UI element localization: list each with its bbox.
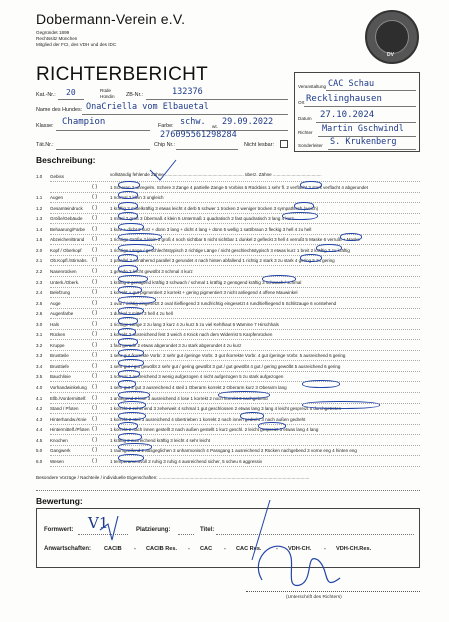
row-checkbox[interactable]: ( ): [92, 352, 98, 359]
row-number: 1.3: [36, 216, 43, 222]
pen-circle-mark: [118, 380, 136, 388]
row-options: 1 kräftig 2 genügend kräftig 3 schwach / schmal 1 kräftig 2 genügend kräftig 3 schwach / schmal: [110, 279, 302, 285]
row-options: 1 raumgreifend 2 ausgeglichen 3 unharmonisch 4 Passgang 1 ausreichend 2 Rücken nachgebend 3 vorne eng 4 hinten eng: [110, 448, 357, 454]
row-criterion: Auge: [50, 300, 61, 306]
pen-circle-mark: [118, 265, 138, 273]
row-options: 1 richtige Länge 2 zu lang 3 kurz 4 zu kurz 5 zu viel Kehlhaut 6 Wamme 7 Hirschhals: [110, 321, 279, 327]
pen-circle-mark: [118, 412, 146, 420]
row-number: 4.4: [36, 427, 43, 433]
row-checkbox[interactable]: ( ): [92, 341, 98, 348]
row-checkbox[interactable]: ( ): [92, 384, 98, 390]
row-checkbox[interactable]: ( ): [92, 362, 98, 369]
row-options: 1 korrekt 2 zehenend 3 zeherweit 4 schmal 1 gut geschlossen 2 etwas lang 3 lang 4 leicht gespreizt 5 durchgetreten: [110, 406, 342, 412]
farbe-label: Farbe:: [158, 123, 174, 129]
row-checkbox[interactable]: ( ): [92, 405, 98, 412]
row-criterion: Belefzung: [50, 290, 71, 296]
pen-circle-mark: [118, 422, 138, 430]
row-number: 3.1: [36, 332, 43, 338]
row-options: 1 kurz + dicht 2 kurz + dünn 3 lang + dicht 4 lang + dünn 5 wellig 1 satt/braun 2 fleckig 3 hell 4 zu hell: [110, 226, 312, 232]
row-criterion: Rücken: [50, 332, 66, 338]
row-checkbox[interactable]: ( ): [92, 373, 98, 380]
row-number: 6.0: [36, 458, 43, 464]
row-criterion: Gangwerk: [50, 448, 71, 454]
row-options: 1 anliegend 2 lose 3 ausreichend 4 lose 1 korrekt 2 noch korrekt 3 nachgebend: [110, 395, 268, 401]
row-criterion: Hals: [50, 321, 60, 327]
row-options: 1 mittel 2 groß 3 Übermaß 4 klein 5 Untermaß 1 quadratisch 2 fast quadratisch 3 lang 4 kurz: [110, 216, 294, 222]
club-info-seat: Rechtssitz München: [36, 36, 78, 41]
logo-text: DV: [387, 52, 394, 58]
pen-circle-mark: [118, 443, 152, 451]
pen-circle-mark: [118, 275, 148, 283]
wt-label: wt.: [212, 124, 218, 129]
row-options: 1 dunkel 2 mittel 3 hell 4 zu hell: [110, 311, 173, 317]
pen-circle-mark: [118, 233, 162, 241]
row-checkbox[interactable]: ( ): [92, 394, 98, 401]
name-label: Name des Hundes:: [36, 107, 83, 113]
row-criterion: Behaarung/Farbe: [50, 226, 86, 232]
row-options: 1 richtige Größe 2 klein 3 groß 4 noch sichtbar 5 nicht sichtbar 1 dunkel 2 gefleckt 3 hell 4 verrußt 5 Maske 6 verrußt + Maske: [110, 237, 360, 243]
pen-circle-mark: [218, 391, 270, 399]
row-options: 1 sehr gut / gut gewölbt 2 sehr gut / gering gewölbt 3 gut / gut gewölbt 4 gut / gering gewölbt 5 ausreichend 6 gering: [110, 363, 341, 369]
row-options: 1 sehr gut /korrekte Vorbr. 2 sehr gut /geringe Vorbr. 3 gut /korrekte Vorbr. 4 gut /geringe Vorbr. 5 ausreichend 6 gering: [110, 353, 346, 359]
row-checkbox[interactable]: ( ): [92, 246, 98, 253]
row-number: 4.1: [36, 395, 43, 401]
pen-circle-mark: [118, 317, 138, 325]
row-number: 4.5: [36, 437, 43, 443]
row-checkbox[interactable]: ( ): [92, 320, 98, 327]
row-criterion: Stand / Pfoten: [50, 406, 79, 412]
row-criterion: Gesamteindruck: [50, 205, 83, 211]
row-criterion: Kruppe: [50, 342, 65, 348]
pen-circle-mark: [240, 412, 264, 420]
row-criterion: Hinterhandw./Knie: [50, 416, 87, 422]
taet-label: Tät.Nr.:: [36, 142, 54, 148]
pen-circle-mark: [118, 328, 136, 336]
pen-circle-mark: [118, 338, 138, 346]
report-title: RICHTERBERICHT: [36, 64, 209, 85]
row-number: 2.6: [36, 311, 43, 317]
ort-label: Ort: [298, 100, 305, 105]
row-options: 1 normal 2 ausreichend 3 wenig aufgezogen 4 nicht aufgezogen 5 zu stark aufgezogen: [110, 374, 284, 380]
award-separator: -: [276, 546, 278, 552]
row-criterion: Ob.Kopfl./Stirnabs.: [50, 258, 88, 264]
pen-circle-mark: [118, 286, 142, 294]
row-number: 5.0: [36, 448, 43, 454]
formwert-strokes: [100, 516, 118, 540]
pen-circle-mark: [118, 454, 144, 462]
veranstaltung-value: CAC Schau: [328, 79, 375, 89]
pen-circle-mark: [118, 244, 154, 252]
zb-nr-value: 132376: [172, 87, 203, 97]
row-options: 1 korrekt 2 ausreichend fest 3 weich 4 Knick nach dem Widerrist 5 Karpfenrücken: [110, 332, 273, 338]
pen-circle-mark: [118, 391, 150, 399]
richter-label: Richter: [298, 130, 313, 135]
row-number: 2.3: [36, 279, 43, 285]
row-number: 1.4: [36, 226, 43, 232]
row-criterion: Brustteile: [50, 353, 69, 359]
datum-label: Datum: [298, 116, 312, 121]
award-option[interactable]: VDH-CH.Res.: [336, 546, 372, 552]
pen-circle-mark: [118, 307, 144, 315]
row-options: 1 gerade 2 leicht gewölbt 3 schmal 4 kurz: [110, 268, 193, 274]
row-checkbox[interactable]: ( ): [92, 436, 98, 443]
row-options: 1 korrekt 2 nach innen gestellt 3 nach außen gestellt 1 kurz geschl. 2 leicht gespreizt 3 etwas lang 4 lang: [110, 427, 319, 433]
row-criterion: Brusttiefe: [50, 363, 70, 369]
datum-value: 27.10.2024: [320, 110, 375, 120]
row-criterion: Abzeichen/Brand: [50, 237, 85, 243]
platzierung-label: Platzierung:: [136, 527, 171, 533]
signature-caption: (Unterschrift des Richters): [286, 595, 342, 600]
award-option[interactable]: VDH-CH.: [288, 546, 312, 552]
award-separator: -: [188, 546, 190, 552]
row-checkbox[interactable]: ( ): [92, 257, 98, 264]
row-checkbox[interactable]: ( ): [92, 278, 98, 285]
row-criterion: Vorhandwinkelung: [50, 385, 87, 390]
row-options: 1 kräftig 2 mittelkräftig 3 etwas leicht 4 derb 5 schwer 1 trocken 2 weniger trocken 3 sympathisch (weich): [110, 205, 319, 211]
special-notes-label: Besondere Vorzüge / Nachteile / individuelle Eigenschaften: ......................................................................................................................: [36, 475, 310, 480]
pen-circle-mark: [282, 212, 318, 220]
row-criterion: Nasenrücken: [50, 268, 77, 274]
signature-stroke: [252, 500, 270, 560]
row-checkbox[interactable]: ( ): [92, 225, 98, 232]
row-checkbox[interactable]: ( ): [92, 457, 98, 464]
chip-label: Chip Nr.:: [154, 142, 175, 148]
sex-rude: Rüde: [100, 88, 111, 93]
award-separator: -: [324, 546, 326, 552]
row-options: 1 korrekt 2 steil 3 ausreichend 4 übertrieben 1 korrekt 2 nach innen gedreht 3 nach außen gedreht: [110, 416, 306, 422]
chip-value: 276095561298284: [160, 130, 237, 140]
club-name: Dobermann-Verein e.V.: [36, 11, 186, 27]
row-criterion: Gebiss: [50, 174, 65, 179]
club-info-founded: Gegründet 1899: [36, 30, 70, 35]
row-criterion: Wesen: [50, 458, 64, 464]
row-checkbox[interactable]: ( ): [92, 236, 98, 243]
award-option[interactable]: CAC: [200, 546, 213, 552]
pen-circle-mark: [118, 191, 138, 199]
pen-circle-mark: [118, 254, 138, 262]
pen-circle-mark: [340, 233, 362, 241]
row-options: 1 richtige Länge / geschlechtstypisch 2 richtige Länge / nicht geschlechtstypisch 3 etwas kurz 1 breit 2 kräftig 3 zu kräftig: [110, 247, 350, 253]
pen-circle-mark: [118, 202, 138, 210]
row-options: 1 parallel 2 annähernd parallel 3 gerundet 4 nach hinten abfallend 1 richtig 2 stark 3 zu stark 4 gering 5 zu gering: [110, 258, 335, 264]
name-value: OnaCriella vom Elbauetal: [86, 102, 209, 112]
row-number: 1.5: [36, 237, 43, 243]
row-criterion: Unterk./Oberk.: [50, 279, 80, 285]
row-number: 2.0: [36, 247, 43, 253]
row-checkbox[interactable]: ( ): [92, 415, 98, 422]
row-number: 3.2: [36, 342, 43, 348]
signature-line: [246, 591, 420, 592]
judge-signature: [258, 546, 340, 585]
richter-value: Martin Gschwindl: [322, 124, 404, 134]
row-number: 2.5: [36, 300, 43, 306]
anwartschaften-label: Anwartschaften:: [44, 546, 92, 552]
pen-circle-mark: [118, 359, 144, 367]
row-checkbox[interactable]: ( ): [92, 447, 98, 454]
row-options: 1 fast gerade 2 etwas abgerundet 3 zu stark abgerundet 4 zu kurz: [110, 342, 242, 348]
row-number: 1.0: [36, 174, 43, 179]
row-criterion: Augen: [50, 195, 64, 201]
formwert-value: V1: [88, 514, 109, 532]
pen-circle-mark: [118, 181, 140, 189]
row-number: 3.3: [36, 353, 43, 359]
award-option[interactable]: CACIB: [104, 546, 122, 552]
zb-nr-label: ZB-Nr.:: [126, 92, 144, 98]
pen-circle-mark: [302, 401, 380, 409]
row-checkbox[interactable]: ( ): [92, 215, 98, 222]
pen-circle-mark: [118, 433, 142, 441]
teeth-checkmark: [150, 160, 176, 180]
pen-circle-mark: [302, 380, 340, 388]
award-option[interactable]: CACIB Res.: [146, 546, 178, 552]
titel-label: Titel:: [200, 527, 215, 533]
club-info-membership: Mitglied der FCI, des VDH und des IDC: [36, 42, 117, 47]
row-options: 1 temperamentvoll 2 ruhig 3 ruhig 4 ausreichend sicher, 5 scheu 6 aggressiv: [110, 458, 263, 464]
row-criterion: Größe/Gebäude: [50, 216, 83, 222]
row-options: 1 oval / richtig eingesetzt 2 oval /tiefliegend 3 rund/richtig eingesetzt 4 rund/tiefliegend 5 Schlitzauge 6 vorstehend: [110, 300, 337, 306]
pen-circle-mark: [262, 275, 296, 283]
row-criterion: Knochen: [50, 437, 68, 443]
row-checkbox[interactable]: ( ): [92, 183, 98, 190]
row-options: 1 Scheren 2 unregelm. Schere 3 Zange 4 partielle Zange 5 Vorbiss 6 Rückbiss 1 sehr fl. 2 verflacht 3 stark verflacht 4 abgerundet: [110, 184, 368, 190]
row-number: 4.0: [36, 385, 43, 390]
award-separator: -: [134, 546, 136, 552]
pen-circle-mark: [118, 401, 146, 409]
pen-circle-mark: [118, 349, 144, 357]
row-number: 4.3: [36, 416, 43, 422]
row-checkbox[interactable]: ( ): [92, 289, 98, 296]
sex-huendin: Hündin: [100, 94, 115, 99]
nicht-lesbar-label: Nicht lesbar:: [244, 142, 274, 148]
wt-value: 29.09.2022: [222, 117, 274, 127]
row-checkbox[interactable]: ( ): [92, 267, 98, 274]
award-separator: -: [224, 546, 226, 552]
row-number: 2.4: [36, 290, 43, 296]
beschreibung-title: Beschreibung:: [36, 155, 96, 165]
row-options: 1 normal 2 klein 3 ungleich: [110, 195, 164, 201]
row-checkbox[interactable]: ( ): [92, 194, 98, 201]
row-options: 1 kräftig 2 ausreichend kräftig 3 leicht 4 sehr leicht: [110, 437, 211, 443]
row-checkbox[interactable]: ( ): [92, 299, 98, 306]
pen-circle-mark: [294, 202, 314, 210]
row-number: 1.2: [36, 205, 43, 211]
klasse-label: Klasse:: [36, 123, 54, 129]
row-criterion: Ellb./Vordermittelf.: [50, 395, 87, 401]
formwert-label: Formwert:: [44, 527, 74, 533]
row-options: 1 sehr gut 2 gut 3 ausreichend 4 steil 1 Oberarm korrekt 2 Oberarm kurz 3 Oberarm lang: [110, 385, 287, 390]
teeth-note: vollständig fehlende Zähne ............................................................... überz. Zähne .......................................: [110, 172, 322, 177]
row-checkbox[interactable]: ( ): [92, 331, 98, 338]
bewertung-title: Bewertung:: [36, 496, 83, 506]
row-checkbox[interactable]: ( ): [92, 204, 98, 211]
row-number: 3.5: [36, 374, 43, 380]
row-criterion: Bauchlinie: [50, 374, 71, 380]
row-number: 2.2: [36, 268, 43, 274]
veranstaltung-label: Veranstaltung: [298, 84, 327, 89]
pen-circle-mark: [118, 212, 138, 220]
kat-nr-label: Kat.-Nr.:: [36, 92, 56, 98]
pen-circle-mark: [118, 296, 156, 304]
pen-circle-mark: [300, 254, 322, 262]
klasse-value: Champion: [62, 117, 106, 127]
row-checkbox[interactable]: ( ): [92, 310, 98, 317]
row-options: 1 korrekt + gut pigmentiert 2 korrekt + gering pigmentiert 3 nicht anliegend 4 offene Mauwinkel: [110, 290, 298, 296]
row-number: 2.1: [36, 258, 43, 264]
award-option[interactable]: CAC Res.: [236, 546, 262, 552]
row-criterion: Augenfarbe: [50, 311, 74, 317]
row-number: 3.0: [36, 321, 43, 327]
pen-circle-mark: [118, 370, 140, 378]
pen-circle-mark: [258, 422, 286, 430]
row-number: 1.1: [36, 195, 43, 201]
row-criterion: Hintermittelf./Pfoten: [50, 427, 90, 433]
row-number: 3.4: [36, 363, 43, 369]
sonderleiter-value: S. Krukenberg: [330, 137, 397, 147]
kat-nr-value: 20: [66, 88, 76, 97]
pen-circle-mark: [316, 244, 342, 252]
sonderleiter-label: Sonderleiter: [298, 143, 323, 148]
pen-circle-mark: [118, 223, 144, 231]
row-checkbox[interactable]: ( ): [92, 426, 98, 433]
farbe-value: schw.: [180, 117, 206, 127]
row-criterion: Kopf / Oberkopf: [50, 247, 82, 253]
row-number: 4.2: [36, 406, 43, 412]
pen-circle-mark: [300, 181, 322, 189]
ort-value: Recklinghausen: [306, 94, 382, 104]
